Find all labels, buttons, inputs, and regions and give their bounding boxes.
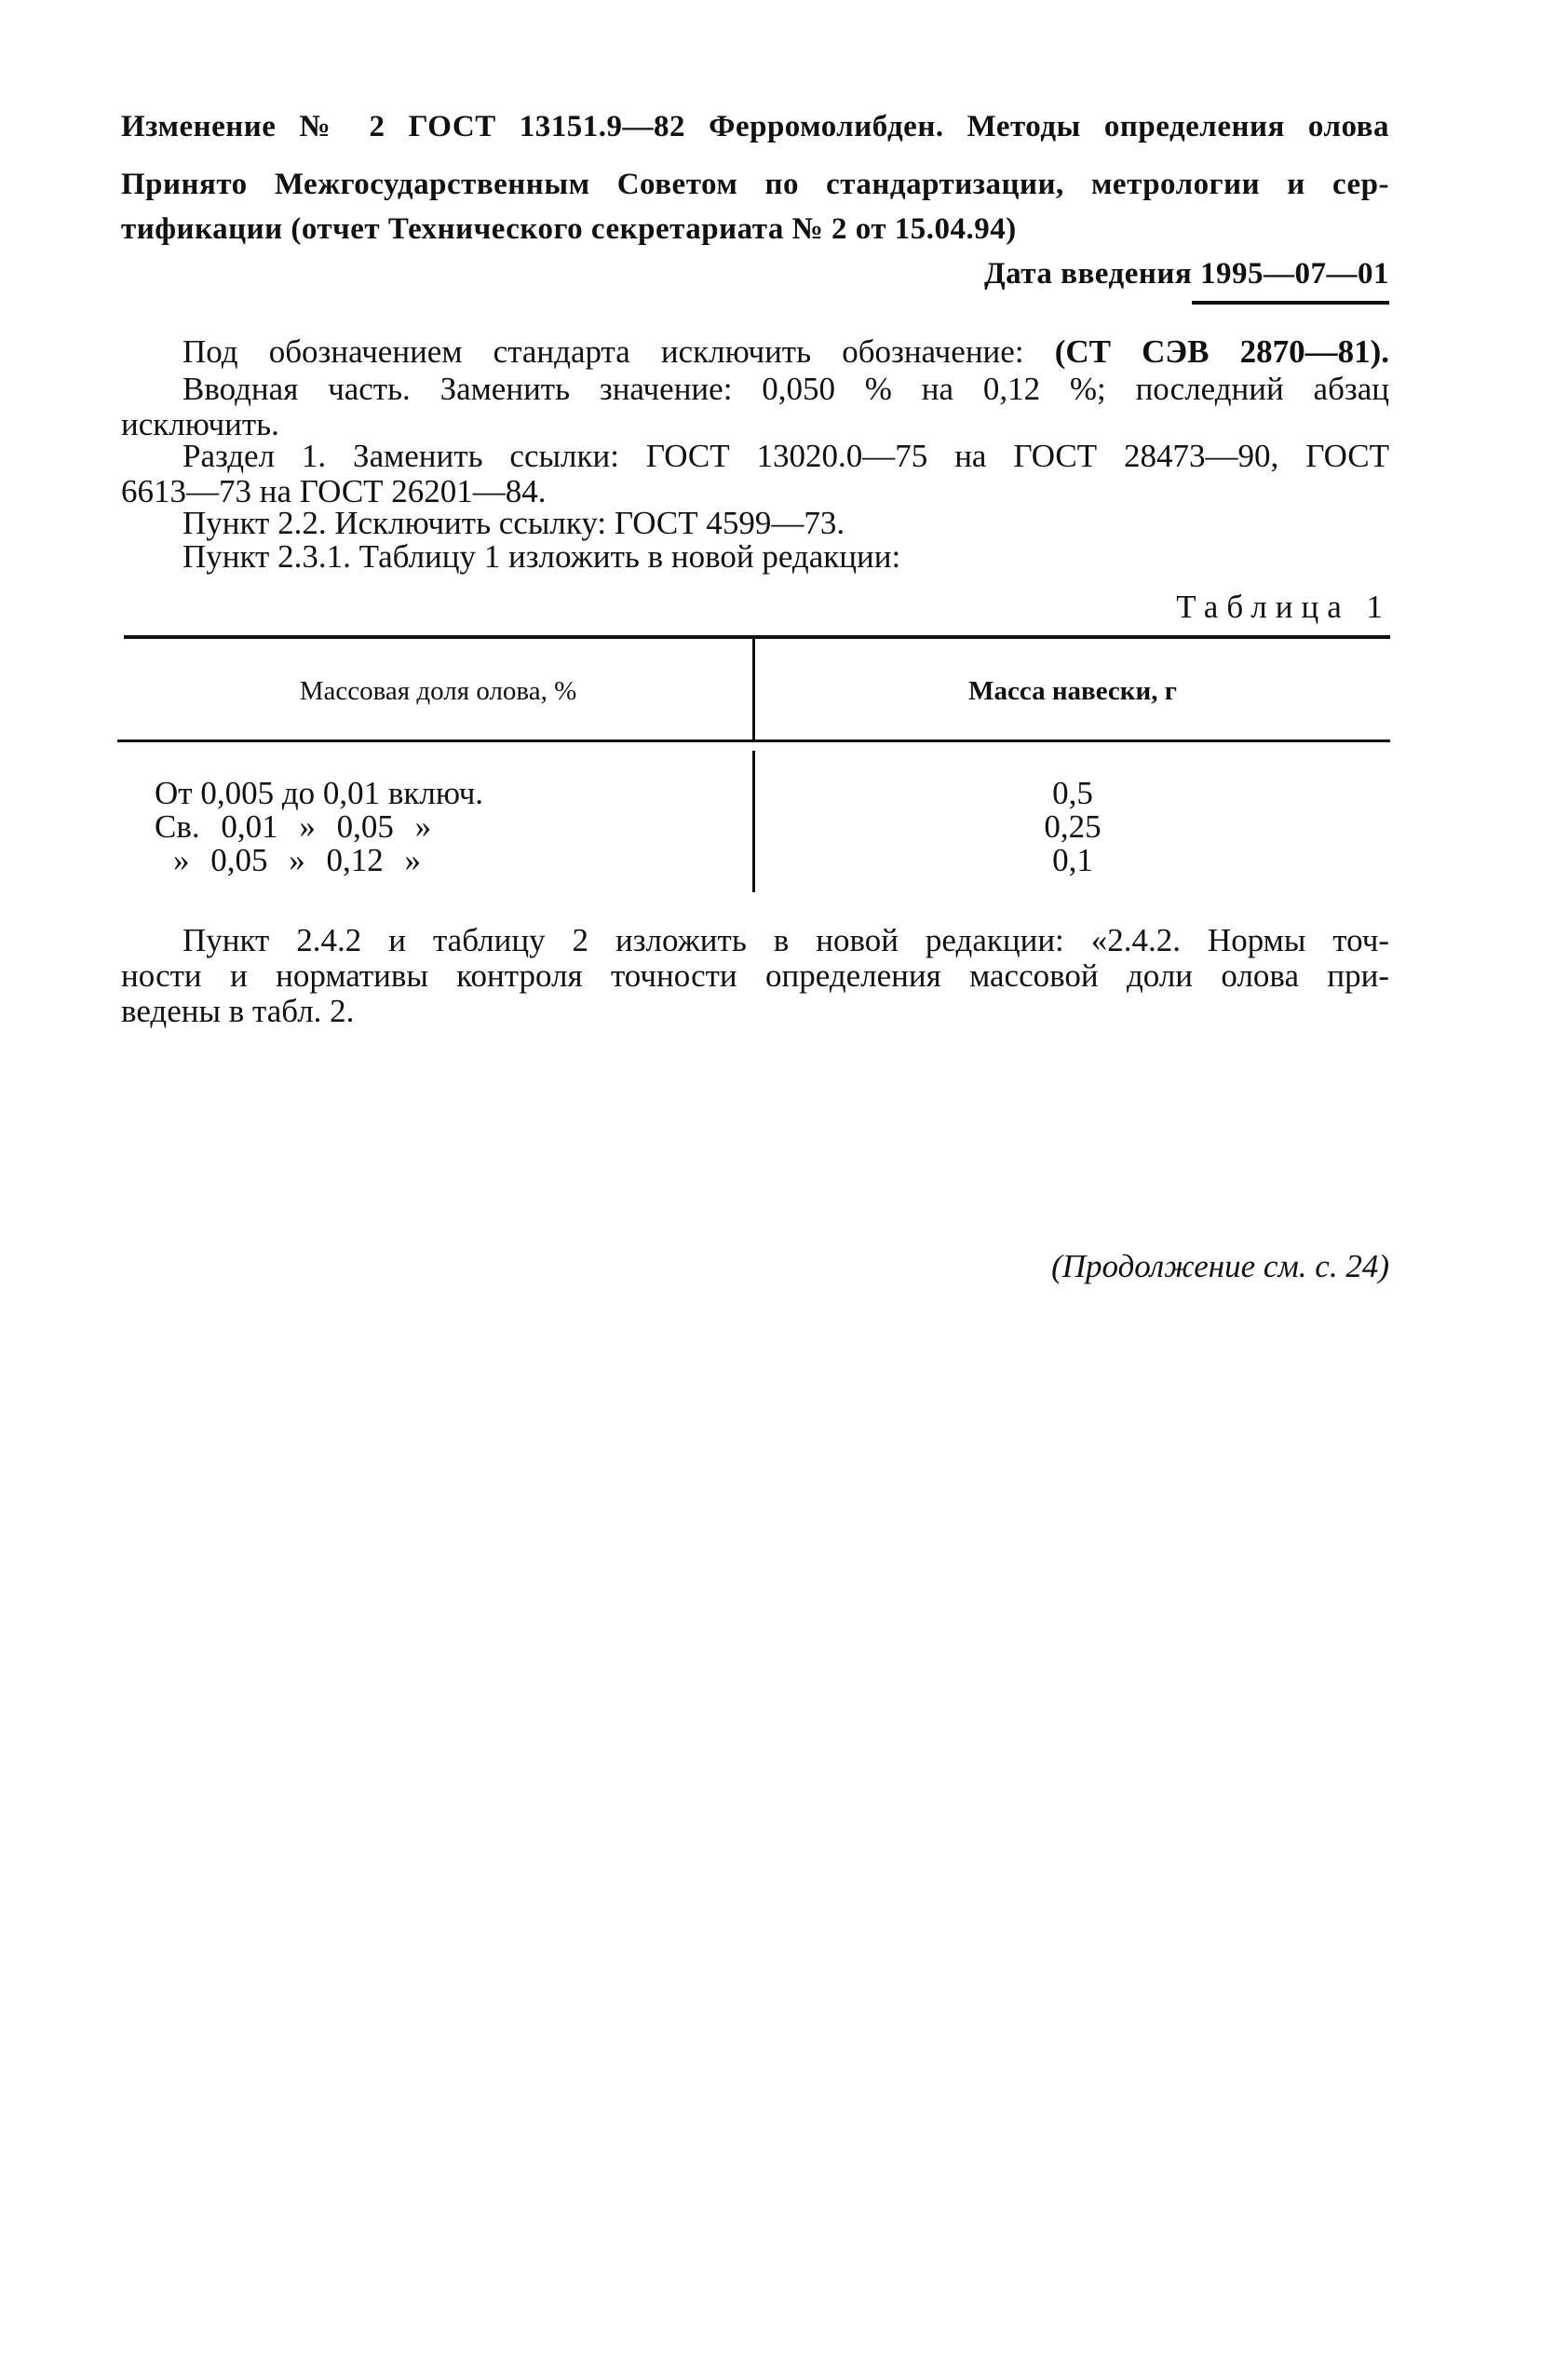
cell-tin-fraction: Св. 0,01 » 0,05 » — [155, 808, 432, 845]
paragraph-section1-line-1: Раздел 1. Заменить ссылки: ГОСТ 13020.0—75 на ГОСТ 28473—90, ГОСТ — [182, 438, 1389, 474]
cell-sample-mass: 0,1 — [1052, 842, 1093, 878]
paragraph-item-2-4-2-line-3: ведены в табл. 2. — [121, 993, 355, 1029]
paragraph-section1-line-2: 6613—73 на ГОСТ 26201—84. — [121, 473, 547, 509]
document-title: Изменение № 2 ГОСТ 13151.9—82 Ферромолибден. Методы определения олова — [121, 110, 1389, 143]
paragraph-standard-designation — [182, 333, 1389, 371]
paragraph-intro-line-2: исключить. — [121, 406, 279, 442]
paragraph-standard-designation-ref: (СТ СЭВ 2870—81). — [1054, 333, 1389, 370]
effective-date: Дата введения 1995—07—01 — [983, 257, 1389, 291]
paragraph-item-2-4-2-line-2: ности и нормативы контроля точности определения массовой доли олова при- — [121, 957, 1389, 994]
date-underline — [1192, 301, 1389, 305]
column-header-sample-mass: Масса навески, г — [968, 676, 1177, 706]
paragraph-item-2-2: Пункт 2.2. Исключить ссылку: ГОСТ 4599—73. — [182, 505, 845, 541]
column-header-tin-fraction: Массовая доля олова, % — [299, 676, 577, 706]
cell-tin-fraction: От 0,005 до 0,01 включ. — [155, 775, 484, 811]
cell-tin-fraction: » 0,05 » 0,12 » — [173, 842, 421, 878]
continuation-note: (Продолжение см. с. 24) — [1051, 1248, 1389, 1284]
paragraph-item-2-3-1: Пункт 2.3.1. Таблицу 1 изложить в новой редакции: — [182, 538, 901, 575]
table-header-rule — [117, 740, 1390, 742]
approval-line-1: Принято Межгосударственным Советом по стандартизации, метрологии и сер- — [121, 168, 1389, 201]
paragraph-standard-designation-text: Под обозначением стандарта исключить обозначение: — [182, 333, 1055, 370]
paragraph-item-2-4-2-line-1: Пункт 2.4.2 и таблицу 2 изложить в новой редакции: «2.4.2. Нормы точ- — [182, 922, 1389, 958]
table-title: Таблица 1 — [1176, 589, 1391, 625]
paragraph-intro-line-1: Вводная часть. Заменить значение: 0,050 % на 0,12 %; последний абзац — [182, 371, 1389, 407]
table-top-rule — [124, 635, 1390, 639]
approval-line-2: тификации (отчет Технического секретариата № 2 от 15.04.94) — [121, 212, 1017, 246]
cell-sample-mass: 0,25 — [1044, 808, 1102, 845]
cell-sample-mass: 0,5 — [1052, 775, 1093, 811]
